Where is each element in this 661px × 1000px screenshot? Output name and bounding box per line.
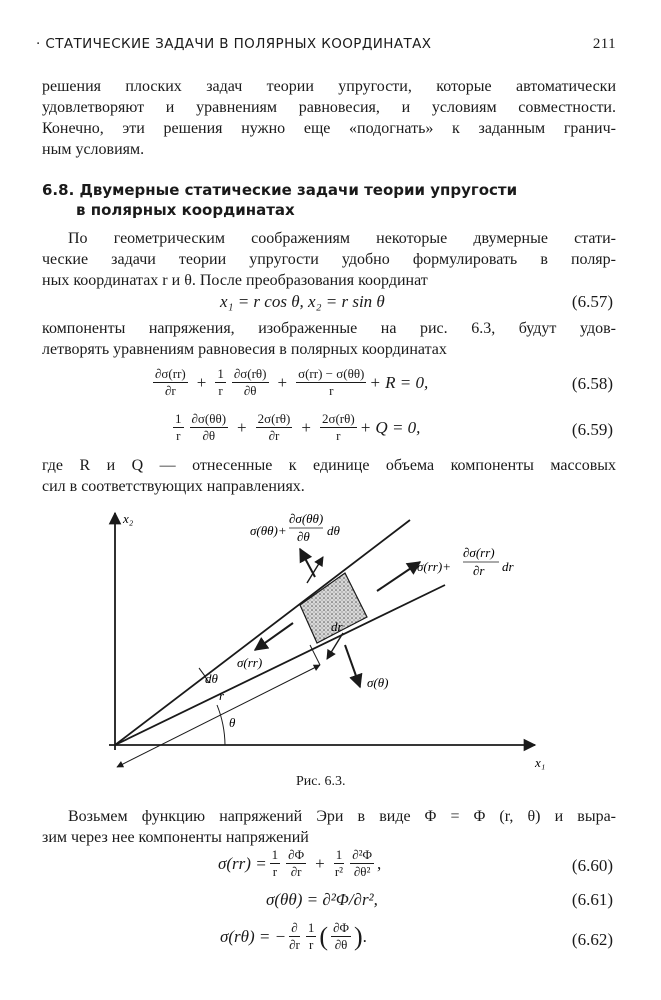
equation-lhs: σ(rr) = (218, 853, 267, 873)
label-dtheta: dθ (205, 671, 218, 686)
equation-6-58: $\frac{\partial\sigma(rr)}{\partial r}$ + $\frac{1}{r}$ $\frac{\partial\sigma(r\theta)}{\partial\theta}$ + $\frac{\sigma(rr) - \sigma(\theta\theta)}{r}$ + R = 0, (155, 366, 429, 398)
fraction-num: ∂Φ (333, 920, 349, 935)
section-heading-line-1: 6.8. Двумерные статические задачи теории упругости (42, 181, 518, 199)
fraction-den: r (329, 383, 334, 398)
fraction-den: ∂θ² (353, 864, 371, 879)
fraction (153, 366, 188, 399)
fraction-den: ∂θ (202, 428, 216, 443)
shear-arrow-top (307, 557, 323, 583)
page-number: 211 (592, 36, 616, 52)
fraction (173, 411, 184, 444)
para3-line-1: где R и Q — отнесенные к единице объема компоненты массовых (42, 457, 616, 474)
fraction-den: ∂r (289, 937, 300, 952)
equation-lhs: σ(rθ) = − (220, 926, 287, 946)
equation-number-6-60: (6.60) (571, 856, 613, 875)
label-theta: θ (229, 715, 236, 730)
fraction-den: r (176, 428, 181, 443)
radial-line-upper (115, 520, 410, 745)
fraction-num: σ(rr) − σ(θθ) (298, 366, 365, 381)
equation-number-6-62: (6.62) (571, 930, 613, 949)
fraction-den: r² (334, 864, 344, 879)
r-dimension-line (117, 665, 320, 767)
fraction-num: ∂σ(rθ) (233, 366, 267, 381)
section-heading-line-2: в полярных координатах (76, 201, 295, 219)
label-right-frac-den: ∂r (473, 563, 485, 578)
fraction (331, 920, 351, 953)
fraction (289, 920, 300, 953)
fraction (190, 411, 229, 444)
label-right-tail: dr (502, 559, 514, 574)
fraction (320, 411, 357, 444)
fraction-num: 1 (335, 847, 343, 862)
fraction-num: ∂²Φ (352, 847, 373, 862)
equation-tail: + Q = 0, (359, 417, 421, 437)
arrow-sigma-theta-bottom (345, 645, 360, 687)
para1-line-3: ных координатах r и θ. После преобразования координат (42, 272, 428, 289)
equation-6-62: σ(rθ) = − $\frac{\partial}{\partial r}$ $\frac{1}{r}$ ( $\frac{\partial\Phi}{\partial\theta}$ ) . (220, 920, 367, 952)
theta-arc (217, 705, 225, 745)
fraction-den: r (272, 864, 278, 879)
equation-tail: , (377, 853, 382, 873)
fraction-num: ∂σ(θθ) (191, 411, 227, 426)
fraction (286, 847, 306, 880)
fraction-den: r (308, 937, 314, 952)
label-top-sigma: σ(θθ)+ (250, 523, 287, 538)
label-sigma-theta: σ(θ) (367, 675, 389, 690)
equation-number-6-57: (6.57) (571, 292, 613, 311)
fraction-den: r (336, 428, 341, 443)
para4-line-2: зим через нее компоненты напряжений (42, 829, 309, 846)
equation-6-61: σ(θθ) = ∂²Φ/∂r², (266, 890, 378, 909)
equation-number-6-61: (6.61) (571, 890, 613, 909)
fraction-num: ∂Φ (288, 847, 305, 862)
para1-line-2: ческие задачи теории упругости удобно формулировать в поляр- (42, 251, 616, 268)
label-dr: dr (331, 619, 343, 634)
fraction-num: 1 (175, 411, 182, 426)
para4-line-1: Возьмем функцию напряжений Эри в виде Φ = Φ (r, θ) и выра- (68, 808, 616, 825)
fraction (215, 366, 226, 399)
radial-line-lower (115, 585, 445, 745)
figure-caption: Рис. 6.3. (296, 774, 346, 789)
fraction-den: r (218, 383, 223, 398)
label-x1: x₁ (535, 755, 546, 770)
fraction (306, 920, 317, 953)
equation-number-6-58: (6.58) (571, 374, 613, 393)
fraction-den: ∂r (268, 428, 280, 443)
fraction-num: 1 (217, 366, 224, 381)
intro-line-3: Конечно, эти решения нужно еще «подогнать» к заданным гранич- (42, 120, 616, 137)
fraction-den: ∂θ (243, 383, 257, 398)
fraction-num: 1 (307, 920, 315, 935)
fraction-den: ∂r (290, 864, 302, 879)
arrow-sigma-rr-left (255, 623, 293, 650)
intro-line-2: удовлетворяют и уравнениям равновесия, и условиям совместности. (42, 99, 616, 116)
fraction-den: ∂r (164, 383, 176, 398)
equation-number-6-59: (6.59) (571, 420, 613, 439)
intro-line-1: решения плоских задач теории упругости, которые автоматически (42, 78, 616, 95)
fraction-num: ∂ (291, 920, 298, 935)
fraction (296, 366, 366, 399)
para2-line-1: компоненты напряжения, изображенные на рис. 6.3, будут удов- (42, 320, 616, 337)
label-top-tail: dθ (327, 523, 340, 538)
label-top-frac-den: ∂θ (297, 529, 310, 544)
label-x2: x₂ (123, 511, 134, 526)
equation-6-59: $\frac{1}{r}$ $\frac{\partial\sigma(\theta\theta)}{\partial\theta}$ + $\frac{2\sigma(r\theta)}{\partial r}$ + $\frac{2\sigma(r\theta)}{r}$ + Q = 0, (175, 411, 421, 443)
equation-6-57: x₁ = r cos θ, x₂ = r sin θ (220, 292, 385, 311)
fraction (256, 411, 293, 444)
para2-line-2: летворять уравнениям равновесия в полярных координатах (42, 341, 447, 358)
equation-tail: + R = 0, (369, 372, 429, 392)
fraction (270, 847, 281, 880)
equation-tail: . (362, 926, 367, 946)
fraction-den: ∂θ (334, 937, 348, 952)
fraction-num: ∂σ(rr) (155, 366, 186, 381)
label-right-sigma: σ(rr)+ (417, 559, 451, 574)
label-sigma-rr: σ(rr) (237, 655, 263, 670)
fraction-num: 2σ(rθ) (321, 411, 355, 426)
intro-line-4: ным условиям. (42, 141, 145, 158)
fraction (334, 847, 345, 880)
running-title: · СТАТИЧЕСКИЕ ЗАДАЧИ В ПОЛЯРНЫХ КООРДИНАТАХ (36, 36, 432, 52)
figure-6-3 (95, 505, 565, 775)
fraction-num: 1 (271, 847, 279, 862)
label-top-frac-num: ∂σ(θθ) (289, 511, 324, 526)
para3-line-2: сил в соответствующих направлениях. (42, 478, 305, 495)
label-right-frac-num: ∂σ(rr) (463, 545, 495, 560)
label-r: r (219, 688, 225, 703)
para1-line-1: По геометрическим соображениям некоторые двумерные стати- (68, 230, 616, 247)
fraction (350, 847, 374, 880)
equation-6-60: σ(rr) = $\frac{1}{r}$ $\frac{\partial\Phi}{\partial r}$ + $\frac{1}{\text{r²}}$ $\frac{\text{∂²Φ}}{\text{∂θ²}}$ , (218, 847, 382, 879)
fraction-num: 2σ(rθ) (257, 411, 291, 426)
arrow-sigma-rr-right (377, 562, 420, 591)
fraction (232, 366, 269, 399)
